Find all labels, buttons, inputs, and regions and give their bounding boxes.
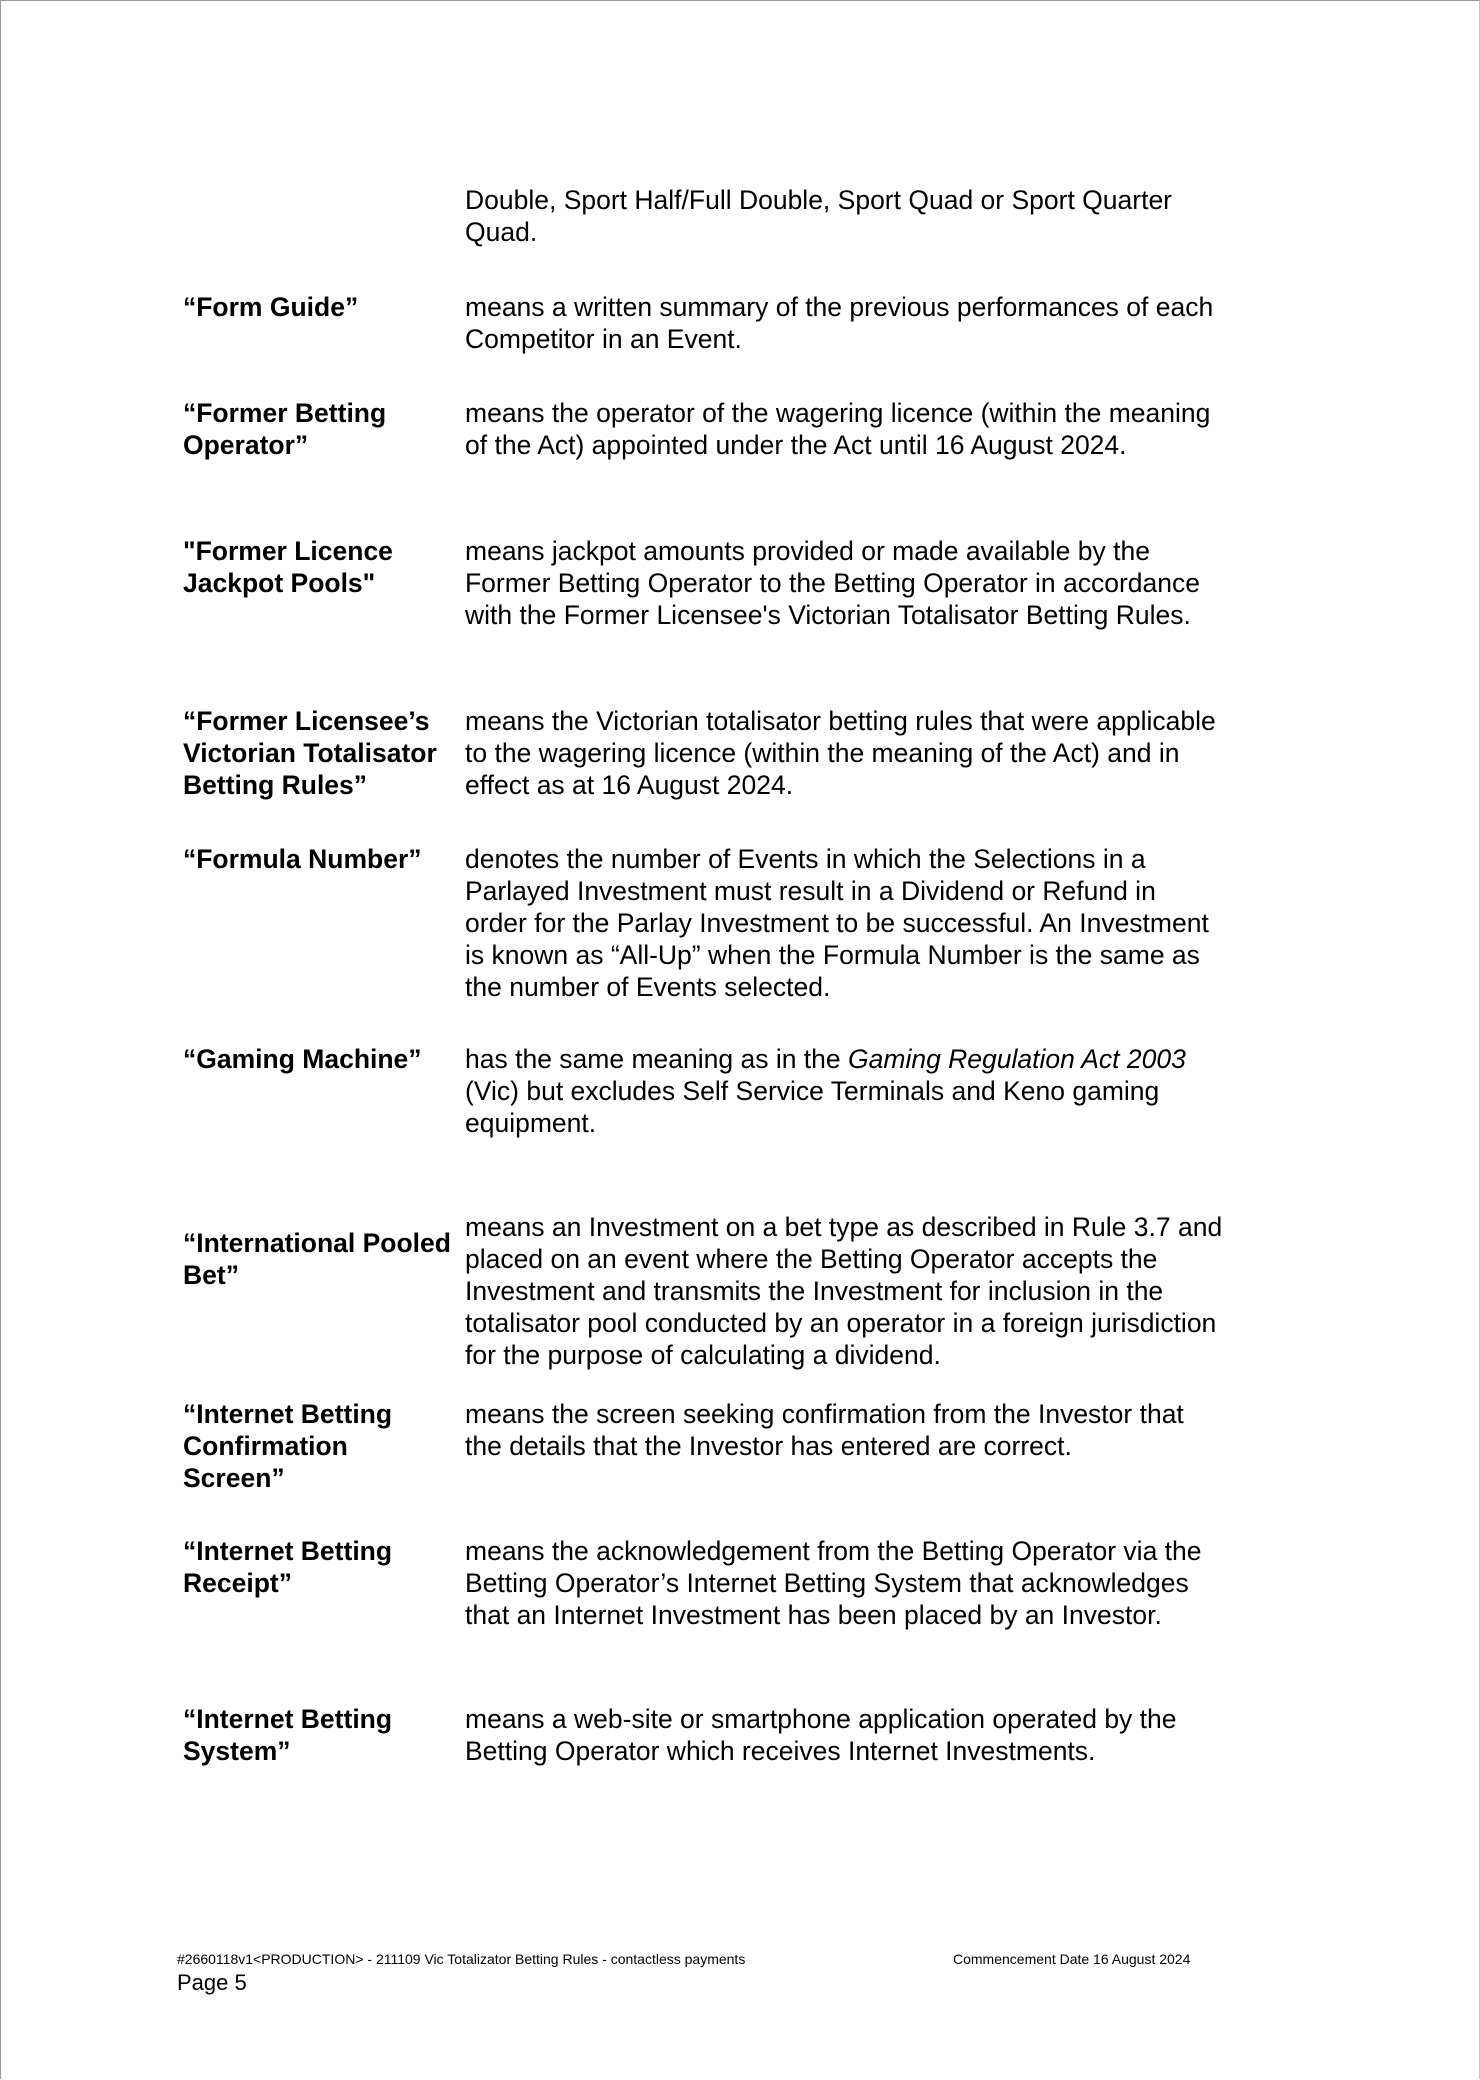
- footer-commencement-date: Commencement Date 16 August 2024: [953, 1951, 1191, 1967]
- definition-international-pooled-bet: means an Investment on a bet type as described in Rule 3.7 and placed on an event where the Betting Operator accepts the Investment and transmits the Investment for inclusion in the totalisator pool conducted by an operator in a foreign jurisdiction for the purpose of calculating a dividend.: [465, 1212, 1223, 1370]
- definition-gaming-machine-post: (Vic) but excludes Self Service Terminals and Keno gaming equipment.: [465, 1076, 1160, 1138]
- definition-internet-betting-receipt: means the acknowledgement from the Betting Operator via the Betting Operator’s Internet Betting System that acknowledges that an Internet Investment has been placed by an Investor.: [465, 1536, 1202, 1630]
- definition-internet-betting-system: means a web-site or smartphone application operated by the Betting Operator which receives Internet Investments.: [465, 1704, 1177, 1766]
- footer-doc-ref: #2660118v1<PRODUCTION> - 211109 Vic Totalizator Betting Rules - contactless payments: [177, 1951, 746, 1967]
- term-former-betting-operator: “Former Betting Operator”: [183, 398, 387, 460]
- definition-gaming-machine-pre: has the same meaning as in the: [465, 1044, 849, 1074]
- definition-gaming-machine-act: Gaming Regulation Act 2003: [848, 1044, 1186, 1074]
- term-formula-number: “Formula Number”: [183, 844, 422, 874]
- term-internet-betting-system: “Internet Betting System”: [183, 1704, 393, 1766]
- definition-form-guide: means a written summary of the previous performances of each Competitor in an Event.: [465, 292, 1214, 354]
- continuation-text: Double, Sport Half/Full Double, Sport Quad or Sport Quarter Quad.: [465, 185, 1173, 247]
- definition-former-licensee-rules: means the Victorian totalisator betting rules that were applicable to the wagering licence (within the meaning of the Act) and in effect as at 16 August 2024.: [465, 706, 1216, 800]
- term-former-licensee-rules: “Former Licensee’s Victorian Totalisator Betting Rules”: [183, 706, 437, 800]
- definition-formula-number: denotes the number of Events in which the Selections in a Parlayed Investment must result in a Dividend or Refund in order for the Parlay Investment to be successful. An Investment is known as “All-Up” when the Formula Number is the same as the number of Events selected.: [465, 844, 1209, 1002]
- page-number: Page 5: [177, 1970, 247, 1995]
- definition-former-betting-operator: means the operator of the wagering licence (within the meaning of the Act) appointed under the Act until 16 August 2024.: [465, 398, 1211, 460]
- term-gaming-machine: “Gaming Machine”: [183, 1044, 422, 1074]
- definition-internet-betting-confirmation-screen: means the screen seeking confirmation from the Investor that the details that the Investor has entered are correct.: [465, 1399, 1184, 1461]
- term-form-guide: “Form Guide”: [183, 292, 359, 322]
- term-former-licence-jackpot-pools: "Former Licence Jackpot Pools": [183, 536, 393, 598]
- term-internet-betting-receipt: “Internet Betting Receipt”: [183, 1536, 393, 1598]
- term-internet-betting-confirmation-screen: “Internet Betting Confirmation Screen”: [183, 1399, 393, 1493]
- definition-former-licence-jackpot-pools: means jackpot amounts provided or made available by the Former Betting Operator to the Betting Operator in accordance with the Former Licensee's Victorian Totalisator Betting Rules.: [465, 536, 1201, 630]
- definition-gaming-machine: [465, 1043, 1225, 1139]
- term-international-pooled-bet: “International Pooled Bet”: [183, 1228, 451, 1290]
